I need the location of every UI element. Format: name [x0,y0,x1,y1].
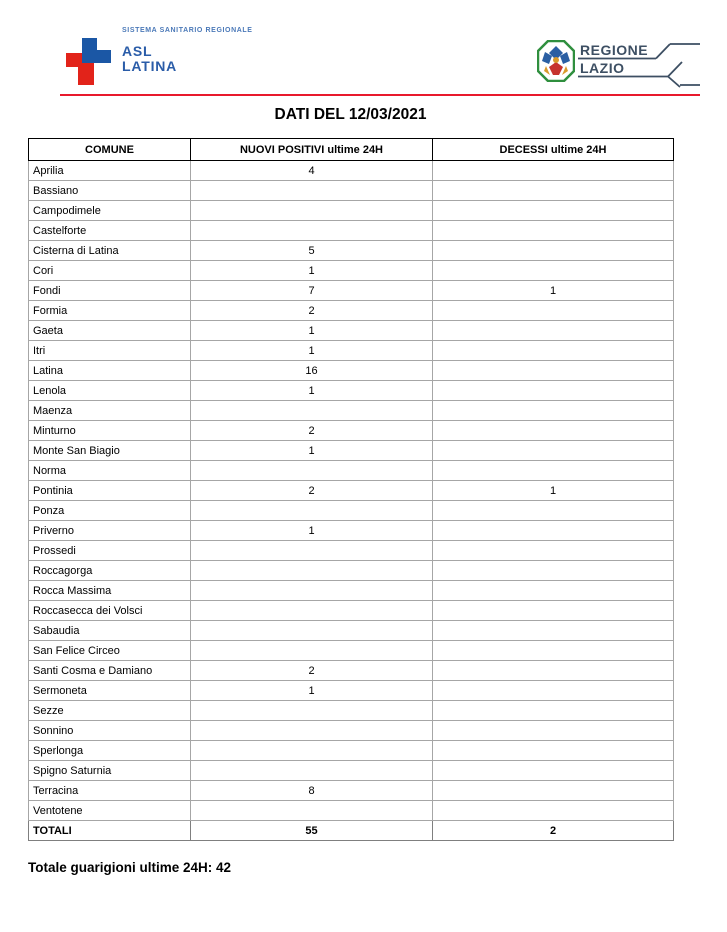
cell-positivi: 1 [191,381,433,401]
cell-positivi [191,701,433,721]
table-row [29,621,674,641]
cell-comune: Sonnino [29,721,191,741]
cell-positivi: 1 [191,341,433,361]
cell-decessi [433,541,674,561]
cell-positivi: 5 [191,241,433,261]
cell-positivi: 4 [191,161,433,181]
cell-comune: Pontinia [29,481,191,501]
cell-decessi [433,381,674,401]
cell-decessi [433,561,674,581]
cell-comune: Lenola [29,381,191,401]
table-row [29,301,674,321]
cell-positivi: 2 [191,421,433,441]
cell-decessi [433,601,674,621]
cell-positivi [191,721,433,741]
cell-positivi [191,541,433,561]
cell-decessi [433,461,674,481]
table-row [29,461,674,481]
asl-name-line1: ASL [122,43,153,59]
cell-positivi [191,601,433,621]
cell-comune: Santi Cosma e Damiano [29,661,191,681]
totals-positivi: 55 [191,821,433,841]
cell-positivi [191,501,433,521]
regione-lazio-emblem-icon [537,40,575,82]
cell-decessi [433,181,674,201]
cell-positivi: 7 [191,281,433,301]
cell-comune: Minturno [29,421,191,441]
column-header-positivi: NUOVI POSITIVI ultime 24H [191,139,433,161]
table-row [29,261,674,281]
table-row [29,181,674,201]
cell-positivi: 1 [191,261,433,281]
asl-cross-red-vertical [78,62,94,85]
cell-decessi [433,781,674,801]
table-row [29,321,674,341]
cell-decessi [433,341,674,361]
cell-comune: Sermoneta [29,681,191,701]
table-row [29,401,674,421]
cell-positivi [191,221,433,241]
table-row [29,381,674,401]
cell-positivi [191,761,433,781]
table-row [29,601,674,621]
table-row [29,361,674,381]
cell-comune: Cisterna di Latina [29,241,191,261]
table-row [29,481,674,501]
cell-comune: Formia [29,301,191,321]
cell-comune: Bassiano [29,181,191,201]
asl-name-line2: LATINA [122,58,178,74]
table-row [29,781,674,801]
table-row [29,681,674,701]
cell-decessi [433,761,674,781]
cell-comune: Spigno Saturnia [29,761,191,781]
table-row [29,701,674,721]
cell-decessi [433,701,674,721]
totals-decessi: 2 [433,821,674,841]
cell-decessi [433,721,674,741]
table-row [29,641,674,661]
table-row [29,161,674,181]
column-header-decessi: DECESSI ultime 24H [433,139,674,161]
cell-decessi [433,321,674,341]
cell-decessi: 1 [433,481,674,501]
cell-comune: Sperlonga [29,741,191,761]
covid-data-table [28,138,674,841]
cell-comune: Aprilia [29,161,191,181]
cell-comune: Cori [29,261,191,281]
cell-decessi [433,581,674,601]
cell-positivi: 16 [191,361,433,381]
cell-decessi [433,301,674,321]
cell-decessi [433,621,674,641]
cell-positivi: 2 [191,661,433,681]
cell-comune: Ventotene [29,801,191,821]
table-row [29,561,674,581]
cell-decessi [433,421,674,441]
cell-decessi [433,241,674,261]
cell-positivi [191,201,433,221]
cell-decessi [433,161,674,181]
cell-decessi: 1 [433,281,674,301]
cell-decessi [433,441,674,461]
cell-positivi [191,181,433,201]
table-row [29,741,674,761]
column-header-comune: COMUNE [29,139,191,161]
cell-positivi [191,461,433,481]
cell-comune: Sabaudia [29,621,191,641]
cell-decessi [433,801,674,821]
cell-comune: Terracina [29,781,191,801]
cell-comune: Norma [29,461,191,481]
cell-comune: Priverno [29,521,191,541]
cell-comune: Roccasecca dei Volsci [29,601,191,621]
cell-comune: Castelforte [29,221,191,241]
cell-comune: Prossedi [29,541,191,561]
cell-positivi: 1 [191,521,433,541]
table-row [29,421,674,441]
cell-decessi [433,221,674,241]
cell-comune: Gaeta [29,321,191,341]
table-row [29,521,674,541]
table-row [29,581,674,601]
cell-positivi: 1 [191,321,433,341]
table-row [29,241,674,261]
cell-decessi [433,361,674,381]
table-row [29,541,674,561]
table-row [29,801,674,821]
table-row [29,761,674,781]
cell-comune: Fondi [29,281,191,301]
totals-label: TOTALI [29,821,191,841]
cell-positivi [191,741,433,761]
table-row [29,201,674,221]
cell-decessi [433,661,674,681]
cell-decessi [433,641,674,661]
cell-comune: Rocca Massima [29,581,191,601]
table-row [29,281,674,301]
cell-decessi [433,521,674,541]
cell-comune: Monte San Biagio [29,441,191,461]
recoveries-note: Totale guarigioni ultime 24H: 42 [28,860,232,875]
table-row [29,501,674,521]
cell-comune: Itri [29,341,191,361]
cell-comune: Ponza [29,501,191,521]
totals-row [29,821,674,841]
table-row [29,721,674,741]
regione-text: REGIONE [580,42,649,58]
header-divider-rule [60,94,700,96]
cell-comune: Sezze [29,701,191,721]
regione-lazio-wordmark [578,41,700,89]
cell-decessi [433,741,674,761]
cell-decessi [433,501,674,521]
cell-decessi [433,201,674,221]
cell-positivi [191,641,433,661]
cell-decessi [433,261,674,281]
table-body [29,161,674,821]
table-row [29,341,674,361]
cell-decessi [433,681,674,701]
lazio-text: LAZIO [580,60,625,76]
cell-positivi: 2 [191,481,433,501]
table-header-row [29,139,674,161]
cell-positivi [191,581,433,601]
cell-positivi: 1 [191,681,433,701]
cell-positivi: 8 [191,781,433,801]
table-row [29,441,674,461]
cell-comune: San Felice Circeo [29,641,191,661]
asl-cross-icon [65,38,112,86]
cell-positivi [191,801,433,821]
cell-comune: Roccagorga [29,561,191,581]
page-title: DATI DEL 12/03/2021 [274,106,427,123]
cell-positivi: 2 [191,301,433,321]
cell-comune: Maenza [29,401,191,421]
cell-positivi [191,561,433,581]
table-row [29,661,674,681]
cell-positivi [191,621,433,641]
cell-comune: Latina [29,361,191,381]
table-row [29,221,674,241]
cell-decessi [433,401,674,421]
cell-positivi [191,401,433,421]
cell-positivi: 1 [191,441,433,461]
asl-cross-blue-horizontal [82,50,111,63]
asl-name [122,44,177,74]
cell-comune: Campodimele [29,201,191,221]
asl-subtitle: SISTEMA SANITARIO REGIONALE [122,27,253,34]
